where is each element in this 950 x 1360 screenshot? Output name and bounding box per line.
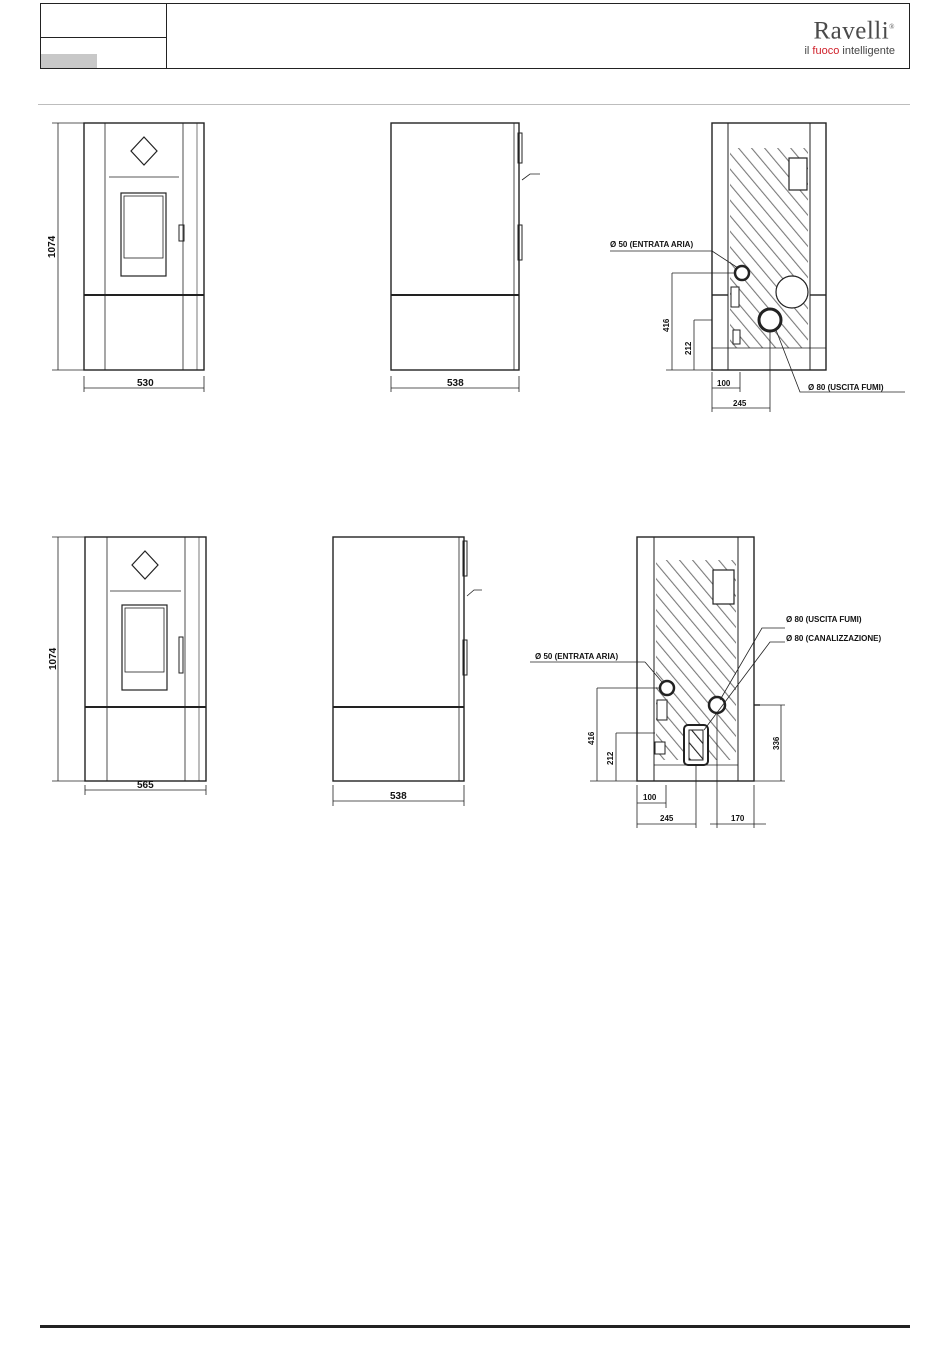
dim-245-rear-1: 245 (733, 399, 747, 408)
rear-view-2 (637, 537, 760, 781)
dim-212-rear-1: 212 (684, 341, 693, 355)
front-view-1 (84, 123, 204, 370)
label-smoke-outlet-2: Ø 80 (USCITA FUMI) (786, 615, 862, 624)
label-smoke-outlet-1: Ø 80 (USCITA FUMI) (808, 383, 884, 392)
dim-416-rear-2: 416 (587, 731, 596, 745)
brand-tagline: il fuoco intelligente (804, 45, 895, 58)
dim-side-width-1: 538 (447, 378, 464, 389)
label-air-inlet-1: Ø 50 (ENTRATA ARIA) (610, 240, 694, 249)
dim-100-rear-2: 100 (643, 793, 657, 802)
footer-rule (40, 1325, 910, 1328)
side-view-2 (333, 537, 482, 781)
dim-side-width-2: 538 (390, 791, 407, 802)
rear-view-1 (712, 123, 826, 370)
dim-100-rear-1: 100 (717, 379, 731, 388)
dim-height-1: 1074 (47, 235, 58, 258)
side-view-1 (391, 123, 540, 370)
dim-170-rear-2: 170 (731, 814, 745, 823)
dim-width-2: 565 (137, 780, 154, 791)
label-ducting-2: Ø 80 (CANALIZZAZIONE) (786, 634, 882, 643)
dim-245-rear-2: 245 (660, 814, 674, 823)
dim-width-1: 530 (137, 378, 154, 389)
dim-416-rear-1: 416 (662, 318, 671, 332)
label-air-inlet-2: Ø 50 (ENTRATA ARIA) (535, 652, 619, 661)
brand-name: Ravelli® (813, 17, 895, 45)
dim-212-rear-2: 212 (606, 751, 615, 765)
front-view-1-dims (52, 123, 204, 392)
dim-336-rear-2: 336 (772, 736, 781, 750)
front-view-2 (85, 537, 206, 781)
registered-mark: ® (889, 23, 895, 31)
dim-height-2: 1074 (48, 647, 59, 670)
